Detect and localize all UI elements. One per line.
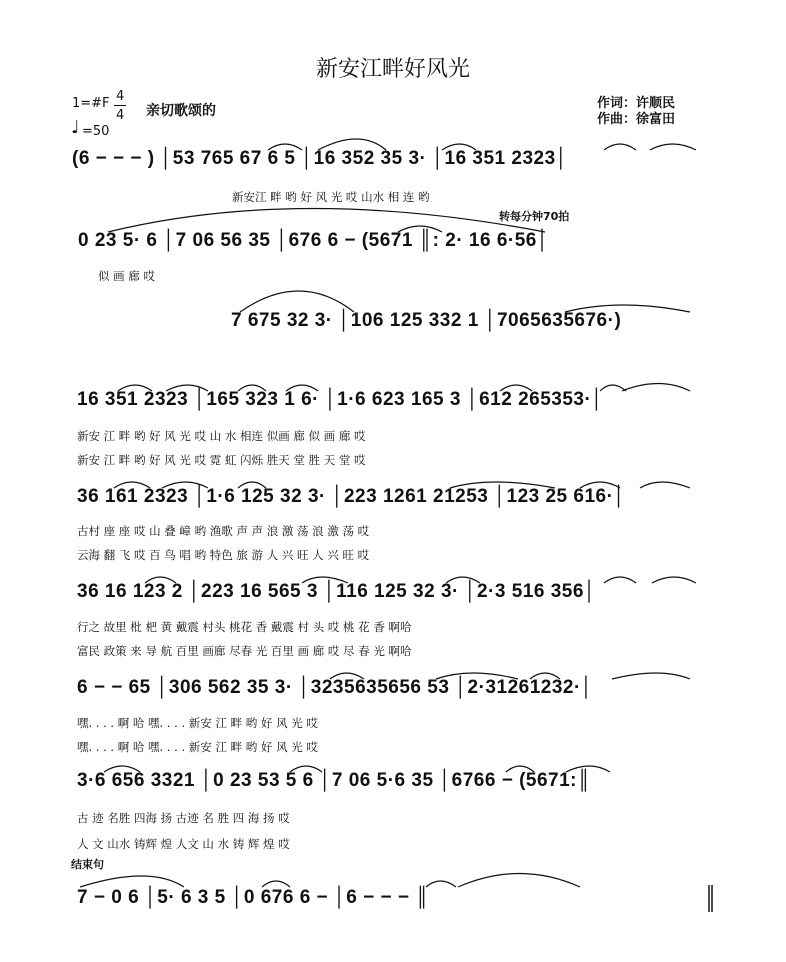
score-row-9: 7 − 0 6 │5· 6 3 5 │0 676 6 − │6 − − − ║ <box>77 887 430 908</box>
expression-marking: 亲切歌颂的 <box>146 103 216 119</box>
score-row-1: (6 − − − ) │53 765 67 6 5 │16 352 35 3· │16 351 2323│ <box>72 148 569 169</box>
slur-mark <box>398 226 442 232</box>
score-row-2: 0 23 5· 6 │7 06 56 35 │676 6 − (5671 ║: 2· 16 6·56│ <box>78 230 550 251</box>
slur-mark <box>640 482 690 488</box>
slur-mark <box>442 144 476 150</box>
tempo-value: =50 <box>82 124 110 139</box>
lyric-row-2: 似 画 廊 哎 <box>98 269 155 283</box>
lyric-row-8a: 古 迹 名胜 四海 扬 古迹 名 胜 四 海 扬 哎 <box>77 811 290 825</box>
slur-mark <box>446 577 480 583</box>
slur-mark <box>114 482 150 488</box>
slur-mark <box>650 144 696 150</box>
slur-mark <box>506 766 534 772</box>
slur-mark <box>166 385 208 391</box>
slur-mark <box>604 577 636 583</box>
slur-mark <box>458 874 580 888</box>
lyric-row-4a: 新安 江 畔 哟 好 风 光 哎 山 水 相连 似画 廊 似 画 廊 哎 <box>77 429 366 443</box>
time-signature-bottom: 4 <box>116 108 125 123</box>
slur-mark <box>104 766 140 772</box>
lyric-row-5b: 云海 翻 飞 哎 百 鸟 唱 哟 特色 旅 游 人 兴 旺 人 兴 旺 哎 <box>77 548 370 562</box>
slur-mark <box>580 482 620 488</box>
tempo-change-marker: 转每分钟70拍 <box>499 210 570 223</box>
score-row-7: 6 − − 65 │306 562 35 3· │3235635656 53 │2·31261232·│ <box>77 677 594 698</box>
lyric-row-5a: 古村 座 座 哎 山 叠 嶂 哟 渔歌 声 声 浪 激 荡 浪 激 荡 哎 <box>77 524 370 538</box>
ending-marker: 结束句 <box>71 858 104 871</box>
slur-mark <box>286 385 318 391</box>
slur-mark <box>108 209 545 233</box>
slur-mark <box>240 291 354 312</box>
slur-mark <box>238 482 266 488</box>
page-title: 新安江畔好风光 <box>315 57 470 82</box>
slur-mark <box>268 144 302 150</box>
lyric-row-4b: 新安 江 畔 哟 好 风 光 哎 霓 虹 闪烁 胜天 堂 胜 天 堂 哎 <box>77 453 366 467</box>
slur-mark <box>565 305 690 312</box>
slur-mark <box>162 482 208 488</box>
slur-mark <box>145 577 176 583</box>
slur-mark <box>600 385 626 391</box>
slur-mark <box>238 385 266 391</box>
lyric-row-8b: 人 文 山水 铸辉 煌 人文 山 水 铸 辉 煌 哎 <box>77 837 290 851</box>
lyric-row-7a: 嘿. . . . 啊 哈 嘿. . . . 新安 江 畔 哟 好 风 光 哎 <box>77 716 318 730</box>
score-row-6: 36 16 123 2 │223 16 565 3 │116 125 32 3· │2·3 516 356│ <box>77 581 597 602</box>
key-signature: 1=#F <box>72 96 110 111</box>
slur-mark <box>318 139 386 150</box>
quarter-note-icon: ♩ <box>71 117 80 138</box>
slur-mark <box>302 577 348 583</box>
slur-mark <box>450 482 555 488</box>
lyric-row-6a: 行之 故里 枇 杷 黄 戴震 村头 桃花 香 戴震 村 头 哎 桃 花 香 啊哈 <box>77 620 412 634</box>
slur-mark <box>612 673 690 679</box>
slur-mark <box>566 766 610 772</box>
slur-mark <box>436 673 518 679</box>
score-row-4: 16 351 2323 │165 323 1 6· │1·6 623 165 3 │612 265353·│ <box>77 389 604 410</box>
slur-mark <box>500 385 532 391</box>
slur-mark <box>622 384 690 392</box>
lyricist-credit: 作词：许顺民 <box>597 96 676 111</box>
slur-mark <box>262 881 290 887</box>
slur-mark <box>118 385 152 391</box>
score-row-8: 3·6 656 3321 │0 23 53 5 6 │7 06 5·6 35 │6766 − (5671:║ <box>77 770 591 791</box>
time-signature-top: 4 <box>116 89 125 104</box>
score-row-5: 36 161 2323 │1·6 125 32 3· │223 1261 21253 │123 25 616·│ <box>77 486 626 507</box>
score-row-3: 7 675 32 3· │106 125 332 1 │7065635676·) <box>231 310 622 331</box>
lyric-row-7b: 嘿. . . . 啊 哈 嘿. . . . 新安 江 畔 哟 好 风 光 哎 <box>77 740 318 754</box>
lyric-row-1: 新安江 畔 哟 好 风 光 哎 山水 相 连 哟 <box>232 190 430 204</box>
slur-mark <box>604 144 636 150</box>
slur-mark <box>426 881 456 887</box>
lyric-row-6b: 富民 政策 来 导 航 百里 画廊 尽春 光 百里 画 廊 哎 尽 春 光 啊哈 <box>77 644 412 658</box>
slur-mark <box>330 673 364 679</box>
composer-credit: 作曲：徐富田 <box>597 112 676 127</box>
slur-mark <box>530 673 560 679</box>
slur-mark <box>652 577 696 583</box>
slur-mark <box>80 876 184 887</box>
slur-mark <box>290 766 322 772</box>
